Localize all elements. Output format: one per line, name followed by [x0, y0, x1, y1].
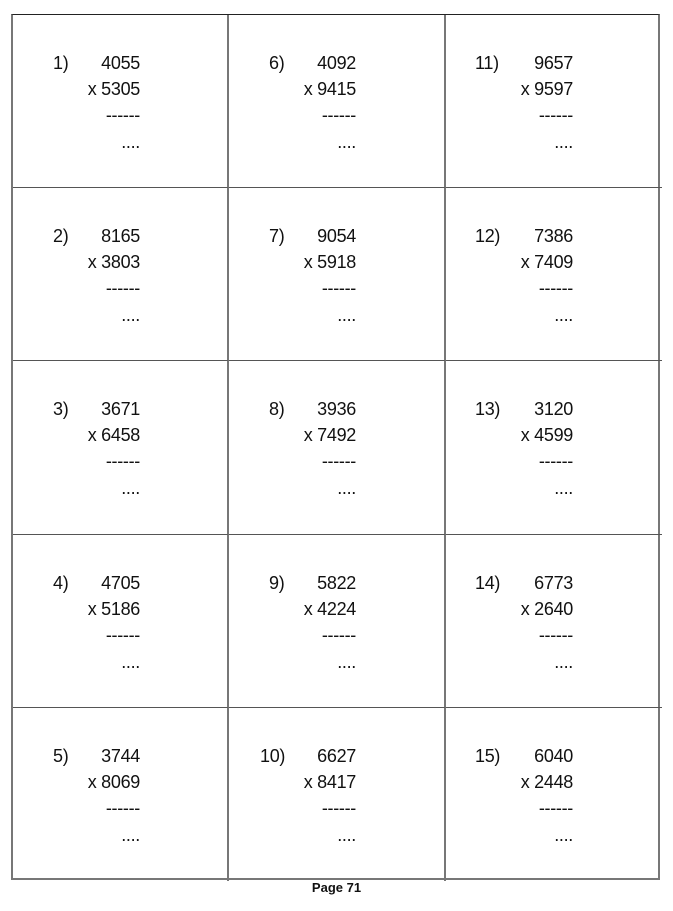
answer-rule: ------	[321, 797, 356, 818]
problem-cell-2	[13, 188, 229, 361]
problem-cell-15	[446, 708, 662, 881]
answer-rule: ------	[538, 278, 573, 299]
answer-rule: ------	[105, 797, 140, 818]
multiplicand: 3936	[317, 399, 356, 420]
problem-number: 12)	[475, 226, 501, 247]
answer-placeholder: ....	[337, 478, 356, 499]
answer-placeholder: ....	[337, 132, 356, 152]
problem-number: 5)	[53, 745, 69, 766]
answer-rule: ------	[538, 451, 573, 472]
problem-number: 7)	[269, 226, 285, 247]
answer-placeholder: ....	[554, 305, 573, 326]
multiplicand: 3671	[101, 399, 140, 420]
problem-number: 14)	[475, 572, 501, 593]
answer-placeholder: ....	[337, 651, 356, 672]
problem-number: 8)	[269, 399, 285, 420]
problem-cell-11	[446, 15, 662, 188]
problem-cell-4	[13, 535, 229, 708]
problem-cell-5	[13, 708, 229, 881]
problem-cell-9	[229, 535, 446, 708]
multiplier: x 5186	[87, 598, 140, 619]
answer-placeholder: ....	[554, 478, 573, 499]
problem-cell-12	[446, 188, 662, 361]
problem-cell-6	[229, 15, 446, 188]
multiplier: x 5918	[303, 252, 356, 273]
answer-rule: ------	[105, 451, 140, 472]
problem-cell-7	[229, 188, 446, 361]
multiplier: x 4599	[520, 425, 573, 446]
multiplier: x 2448	[520, 771, 573, 792]
multiplier: x 7492	[303, 425, 356, 446]
answer-placeholder: ....	[337, 824, 356, 845]
multiplicand: 4092	[317, 53, 356, 73]
problem-number: 13)	[475, 399, 501, 420]
multiplier: x 7409	[520, 252, 573, 273]
answer-rule: ------	[105, 105, 140, 125]
problem-number: 9)	[269, 572, 285, 593]
answer-placeholder: ....	[121, 305, 140, 326]
multiplier: x 6458	[87, 425, 140, 446]
problem-number: 3)	[53, 399, 69, 420]
multiplicand: 3744	[101, 745, 140, 766]
problem-cell-14	[446, 535, 662, 708]
problem-number: 11)	[475, 53, 499, 73]
multiplicand: 6627	[317, 745, 356, 766]
answer-placeholder: ....	[554, 132, 573, 152]
answer-placeholder: ....	[121, 651, 140, 672]
answer-placeholder: ....	[337, 305, 356, 326]
problem-number: 2)	[53, 226, 69, 247]
multiplicand: 4705	[101, 572, 140, 593]
answer-placeholder: ....	[121, 132, 140, 152]
multiplier: x 9597	[520, 79, 573, 99]
multiplier: x 8417	[303, 771, 356, 792]
answer-rule: ------	[321, 278, 356, 299]
answer-rule: ------	[105, 624, 140, 645]
multiplicand: 9657	[534, 53, 573, 73]
problem-cell-10	[229, 708, 446, 881]
answer-rule: ------	[321, 451, 356, 472]
multiplier: x 2640	[520, 598, 573, 619]
answer-rule: ------	[321, 105, 356, 125]
problem-cell-3	[13, 361, 229, 534]
multiplier: x 5305	[87, 79, 140, 99]
answer-rule: ------	[538, 105, 573, 125]
problem-grid	[11, 14, 660, 880]
problem-cell-1	[13, 15, 229, 188]
answer-rule: ------	[538, 624, 573, 645]
problem-number: 10)	[260, 745, 286, 766]
answer-rule: ------	[321, 624, 356, 645]
multiplier: x 9415	[303, 79, 356, 99]
multiplicand: 9054	[317, 226, 356, 247]
problem-number: 1)	[53, 53, 69, 73]
problem-number: 15)	[475, 745, 501, 766]
multiplicand: 3120	[534, 399, 573, 420]
multiplier: x 4224	[303, 598, 356, 619]
page-number-footer: Page 71	[311, 880, 362, 895]
answer-placeholder: ....	[121, 824, 140, 845]
problem-number: 6)	[269, 53, 285, 73]
multiplicand: 7386	[534, 226, 573, 247]
problem-number: 4)	[53, 572, 69, 593]
multiplicand: 5822	[317, 572, 356, 593]
answer-rule: ------	[105, 278, 140, 299]
answer-rule: ------	[538, 797, 573, 818]
problem-cell-8	[229, 361, 446, 534]
multiplicand: 4055	[101, 53, 140, 73]
multiplicand: 6773	[534, 572, 573, 593]
problem-cell-13	[446, 361, 662, 534]
multiplier: x 8069	[87, 771, 140, 792]
answer-placeholder: ....	[121, 478, 140, 499]
answer-placeholder: ....	[554, 824, 573, 845]
multiplicand: 8165	[101, 226, 140, 247]
multiplicand: 6040	[534, 745, 573, 766]
multiplier: x 3803	[87, 252, 140, 273]
answer-placeholder: ....	[554, 651, 573, 672]
